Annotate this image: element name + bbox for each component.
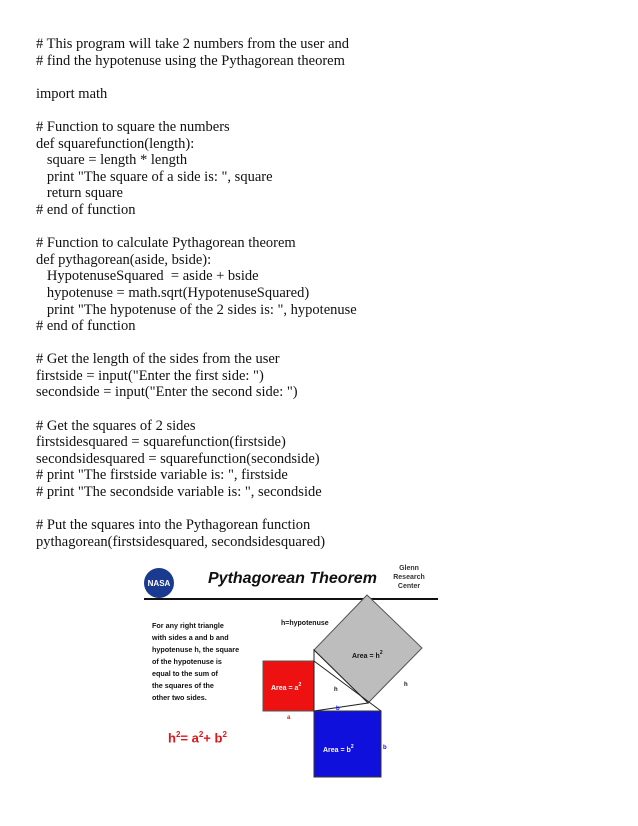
code-line: import math	[36, 85, 108, 102]
code-line: return square	[36, 185, 123, 202]
code-line: # Get the length of the sides from the user	[36, 351, 280, 368]
pythagorean-figure	[140, 562, 440, 802]
triangle-diagram	[140, 562, 440, 802]
org-line: Research	[393, 574, 425, 581]
code-line: pythagorean(firstsidesquared, secondsidesquared)	[36, 533, 326, 550]
label-side-b-inner: b	[336, 706, 340, 712]
formula-eq: = a	[180, 730, 199, 746]
code-line: firstside = input("Enter the first side: ")	[36, 367, 264, 384]
code-line: # print "The firstside variable is: ", firstside	[36, 467, 288, 484]
code-line: print "The hypotenuse of the 2 sides is: ", hypotenuse	[36, 301, 357, 318]
desc-line: the squares of the	[152, 681, 214, 690]
area-h-exp: 2	[379, 650, 383, 656]
code-line: def pythagorean(aside, bside):	[36, 251, 212, 268]
code-line: # Get the squares of 2 sides	[36, 417, 196, 434]
code-line: hypotenuse = math.sqrt(HypotenuseSquared)	[36, 284, 310, 301]
code-line	[36, 501, 357, 518]
code-line: # end of function	[36, 201, 136, 218]
desc-line: For any right triangle	[152, 621, 224, 630]
label-side-b: b	[383, 745, 387, 751]
code-line	[36, 335, 357, 352]
code-line: square = length * length	[36, 152, 188, 169]
code-line: # Function to calculate Pythagorean theorem	[36, 235, 296, 252]
formula-exp: 2	[175, 730, 181, 739]
area-a-exp: 2	[298, 682, 302, 688]
code-line: # Function to square the numbers	[36, 118, 230, 135]
formula-exp: 2	[222, 730, 227, 739]
formula-h: h	[168, 730, 176, 746]
code-line	[36, 69, 357, 86]
code-line	[36, 219, 357, 236]
org-line: Glenn	[399, 565, 419, 572]
label-side-h-inner: h	[334, 687, 338, 693]
area-b-text: Area = b	[323, 747, 351, 754]
code-listing	[36, 36, 357, 550]
code-line: # print "The secondside variable is: ", secondside	[36, 484, 322, 501]
code-line: firstsidesquared = squarefunction(firstside)	[36, 434, 286, 451]
nasa-logo: NASA	[144, 568, 174, 598]
desc-line: of the hypotenuse is	[152, 657, 222, 666]
area-b-exp: 2	[350, 744, 354, 750]
code-line: HypotenuseSquared = aside + bside	[36, 268, 259, 285]
area-h-text: Area = h	[352, 653, 380, 660]
code-line: # This program will take 2 numbers from the user and	[36, 36, 350, 52]
desc-line: hypotenuse h, the square	[152, 645, 240, 654]
formula-plus: + b	[203, 730, 223, 746]
label-side-a: a	[287, 715, 291, 721]
desc-line: equal to the sum of	[152, 669, 218, 678]
org-line: Center	[397, 583, 421, 590]
square-b	[314, 711, 381, 777]
area-a-text: Area = a	[271, 685, 299, 692]
desc-line: other two sides.	[152, 693, 207, 702]
figure-title: Pythagorean Theorem	[208, 570, 377, 587]
formula-exp: 2	[198, 730, 204, 739]
code-line	[36, 401, 357, 418]
code-line	[36, 102, 357, 119]
label-side-h: h	[404, 682, 408, 688]
code-line: # Put the squares into the Pythagorean function	[36, 517, 311, 534]
label-side-a-inner: a	[316, 694, 320, 700]
desc-line: with sides a and b and	[152, 633, 229, 642]
code-line: secondsidesquared = squarefunction(secondside)	[36, 450, 320, 467]
label-hyp-caption: h=hypotenuse	[281, 620, 329, 627]
code-line: secondside = input("Enter the second side: ")	[36, 384, 298, 401]
code-line: # end of function	[36, 318, 136, 335]
code-line: # find the hypotenuse using the Pythagorean theorem	[36, 52, 345, 69]
code-line: def squarefunction(length):	[36, 135, 195, 152]
code-line: print "The square of a side is: ", square	[36, 168, 273, 185]
